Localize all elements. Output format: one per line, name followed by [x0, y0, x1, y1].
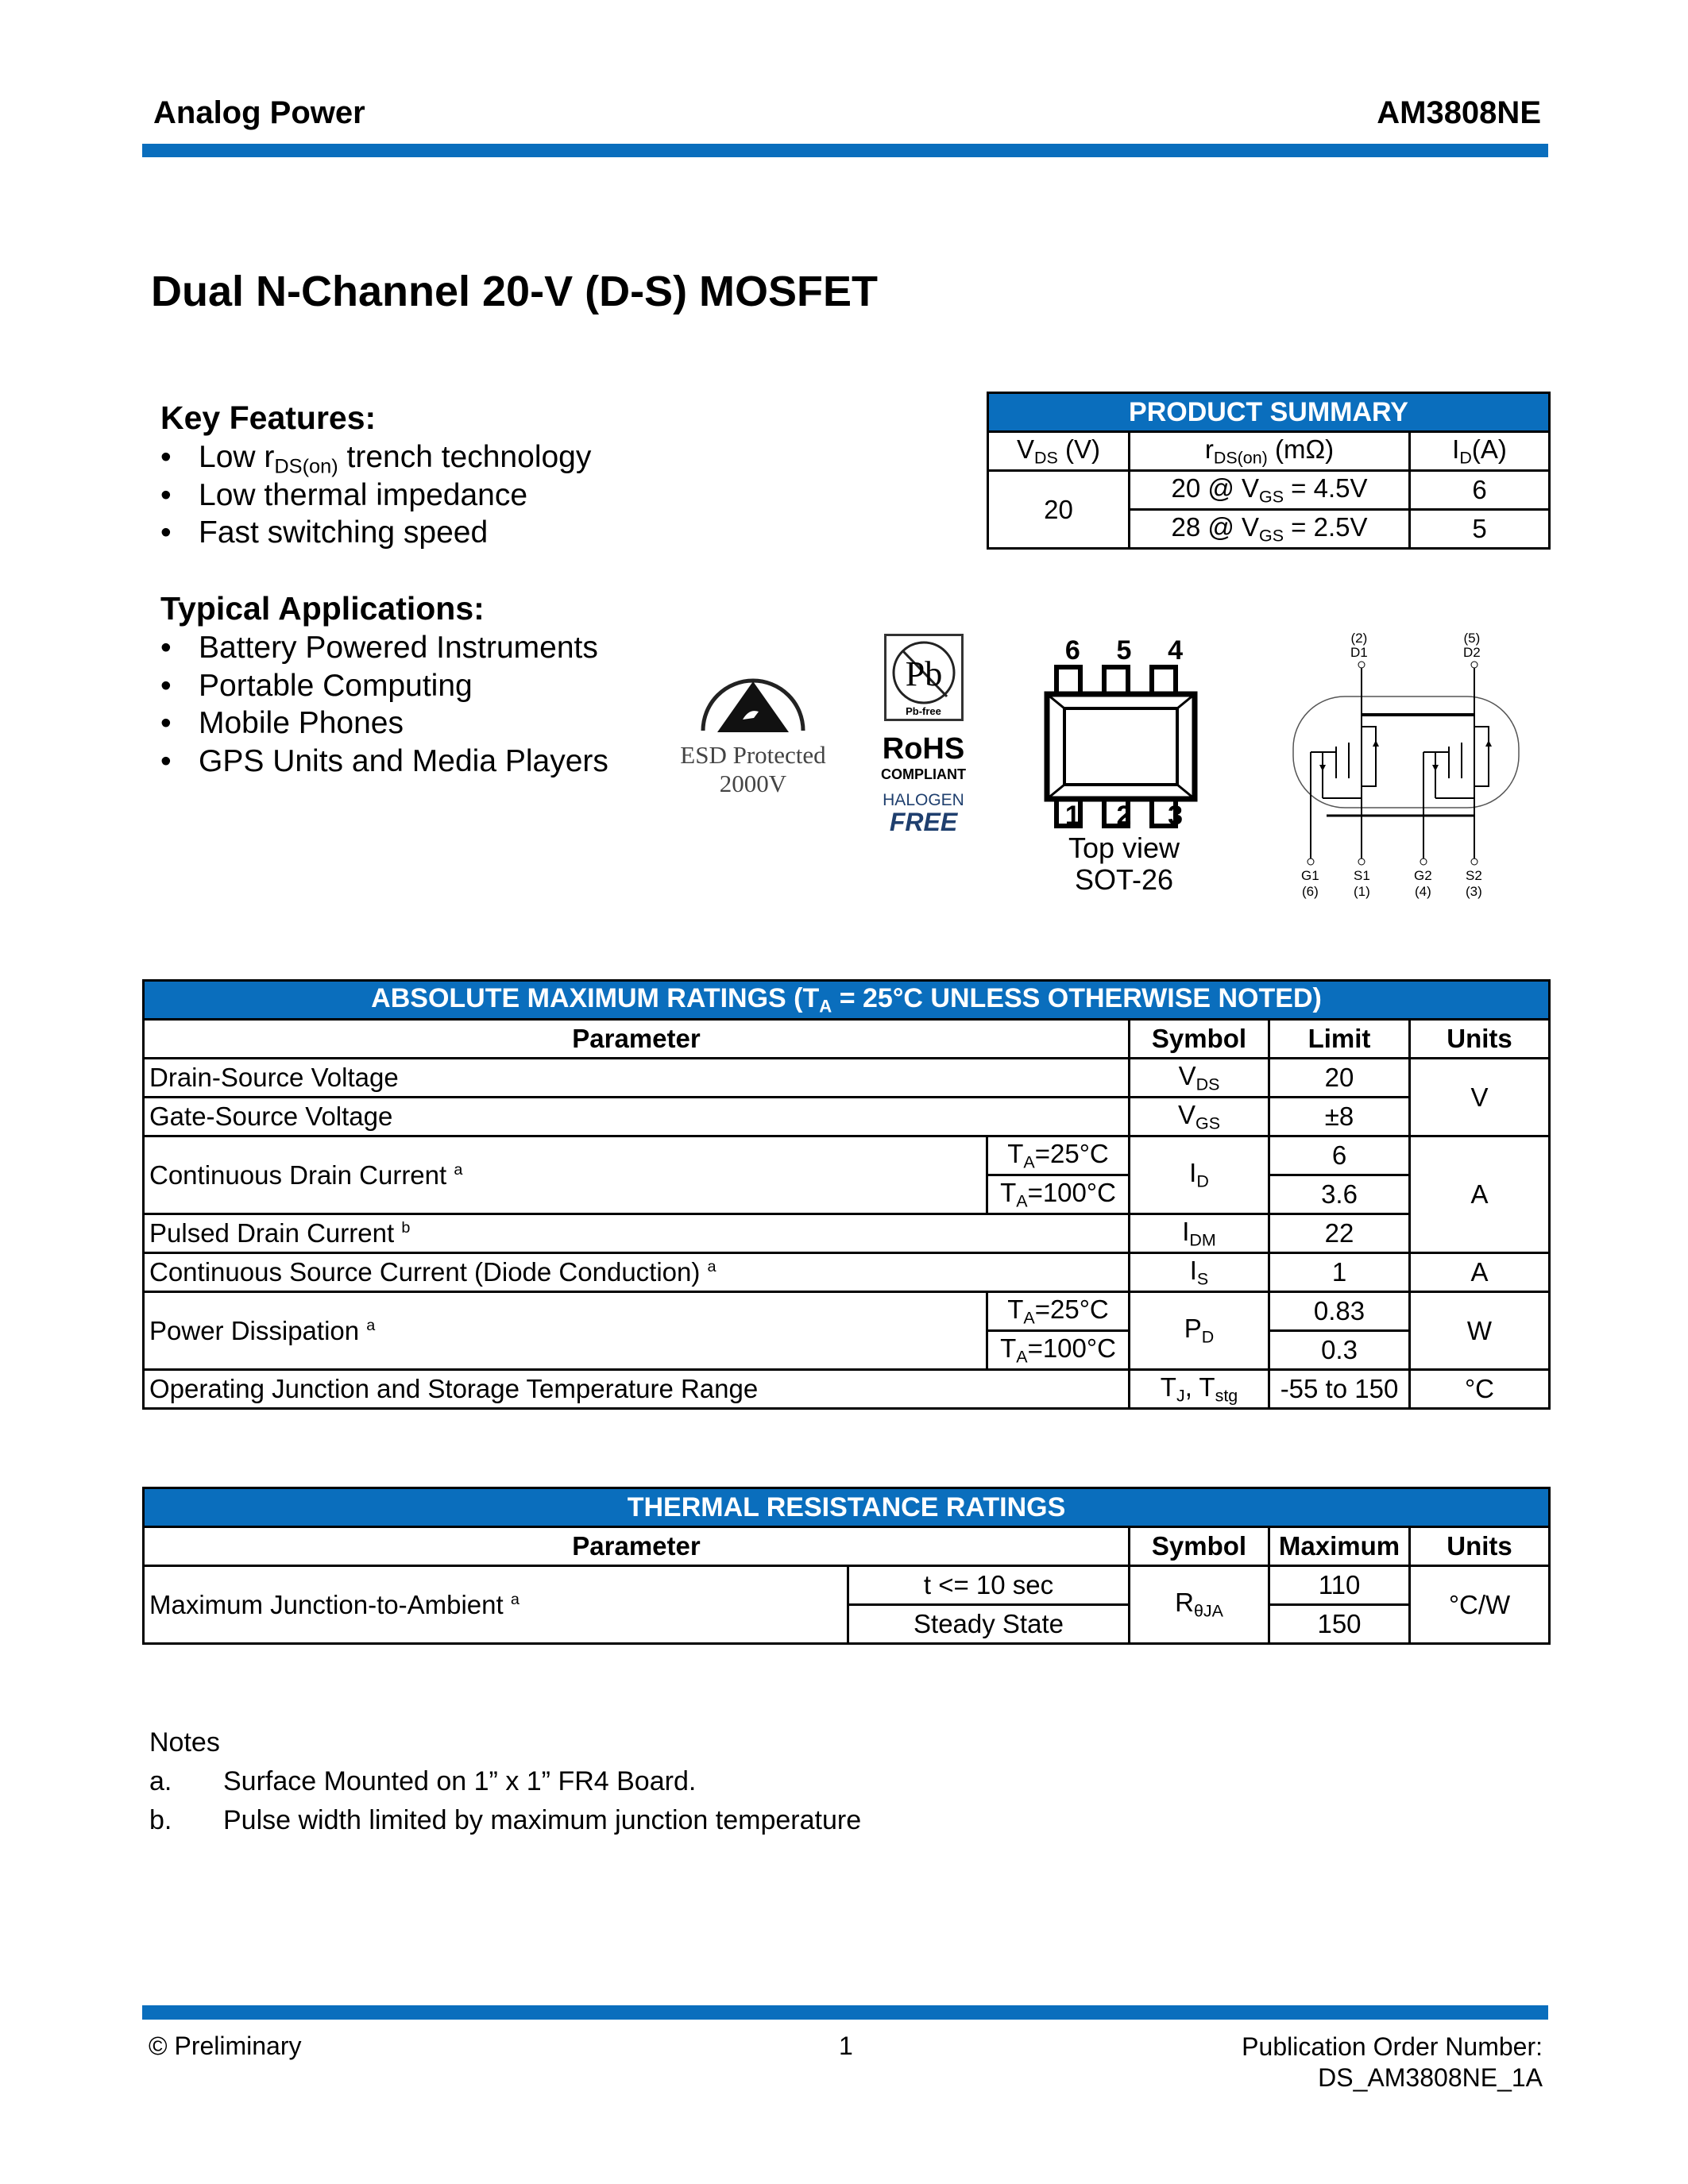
- footer-bar: [142, 2005, 1548, 2020]
- table-row: 20 20 @ $V_{GS} = 4.5V$ 6: [988, 471, 1550, 510]
- table-row: Steady State 150: [144, 1605, 1550, 1644]
- page-title: Dual N-Channel 20-V (D-S) MOSFET: [151, 268, 879, 315]
- key-features: [160, 399, 591, 552]
- pb-free-icon: Pb Pb-free: [884, 634, 964, 721]
- mosfet-schematic: (2) D1 (5) D2 G1 (6) S1 (1) G2 (4) S2 (3): [1287, 631, 1525, 901]
- circuit-icon: [1287, 631, 1525, 870]
- company-name: Analog Power: [153, 95, 365, 130]
- footer-copyright: © Preliminary: [149, 2032, 302, 2060]
- table-header-row: Parameter Symbol Maximum Units: [144, 1527, 1550, 1566]
- application-item: • GPS Units and Media Players: [160, 743, 608, 781]
- table-row: Gate-Source Voltage $V_{GS}$ ±8: [144, 1098, 1550, 1136]
- table-row: Pulsed Drain Current $^b$ $I_{DM}$ 22: [144, 1214, 1550, 1253]
- thermal-resistance-table: [142, 1487, 1551, 1645]
- table-row: Drain-Source Voltage $V_{DS}$ 20 V: [144, 1059, 1550, 1098]
- table-row: Maximum Junction-to-Ambient $^a$ t <= 10 sec $R_{\theta JA}$ 110 °C/W: [144, 1566, 1550, 1605]
- abs-max-title: ABSOLUTE MAXIMUM RATINGS ($T_A = 25^\circ C$ UNLESS OTHERWISE NOTED): [144, 981, 1550, 1020]
- rohs-logo: Pb Pb-free RoHS COMPLIANT HALOGEN FREE: [878, 634, 969, 834]
- absolute-maximum-ratings-table: [142, 979, 1551, 1410]
- notes-heading: Notes: [149, 1727, 220, 1758]
- application-item: • Mobile Phones: [160, 704, 608, 743]
- table-row: Continuous Drain Current $^a$ $T_A=25^\circ C$ $I_D$ 6 A: [144, 1136, 1550, 1175]
- part-number: AM3808NE: [1377, 95, 1541, 130]
- note-item: b. Pulse width limited by maximum junction temperature: [149, 1805, 862, 1835]
- feature-item: • Low $r_{DS(on)}$ trench technology: [160, 438, 591, 477]
- table-row: $T_A=100^\circ C$ 3.6: [144, 1175, 1550, 1214]
- feature-item: • Low thermal impedance: [160, 477, 591, 515]
- notes: [149, 1723, 861, 1840]
- esd-triangle-icon: [693, 667, 813, 735]
- table-row: 28 @ $V_{GS} = 2.5V$ 5: [988, 510, 1550, 549]
- applications-heading: Typical Applications:: [160, 590, 485, 627]
- product-summary-table: [987, 392, 1551, 550]
- thermal-title: THERMAL RESISTANCE RATINGS: [144, 1488, 1550, 1527]
- header-bar: [142, 144, 1548, 157]
- table-header-row: Parameter Symbol Limit Units: [144, 1020, 1550, 1059]
- table-row: Continuous Source Current (Diode Conduction) $^a$ $I_S$ 1 A: [144, 1253, 1550, 1292]
- svg-text:Pb: Pb: [905, 654, 942, 693]
- table-row: $T_A=100^\circ C$ 0.3: [144, 1331, 1550, 1370]
- typical-applications: [160, 590, 608, 780]
- page-number: 1: [839, 2032, 853, 2060]
- sot26-package-diagram: 6 5 4 1 2 3 Top view SOT-26: [1041, 635, 1207, 905]
- table-row: Operating Junction and Storage Temperature Range $T_J$, $T_{stg}$ -55 to 150 °C: [144, 1370, 1550, 1409]
- table-row: $V_{DS}$ (V) $r_{DS(on)}$ (mΩ) $I_D(A)$: [988, 432, 1550, 471]
- publication-order-number: Publication Order Number: DS_AM3808NE_1A: [1242, 2032, 1543, 2092]
- note-item: a. Surface Mounted on 1” x 1” FR4 Board.: [149, 1766, 697, 1796]
- table-row: Power Dissipation $^a$ $T_A=25^\circ C$ $P_D$ 0.83 W: [144, 1292, 1550, 1331]
- features-heading: Key Features:: [160, 399, 377, 436]
- feature-item: • Fast switching speed: [160, 514, 591, 552]
- esd-protected-logo: ESD Protected 2000V: [674, 667, 832, 798]
- package-name: SOT-26: [1074, 863, 1174, 896]
- top-view-label: Top view: [1068, 832, 1180, 864]
- application-item: • Portable Computing: [160, 667, 608, 705]
- application-item: • Battery Powered Instruments: [160, 629, 608, 667]
- product-summary-title: PRODUCT SUMMARY: [988, 393, 1550, 432]
